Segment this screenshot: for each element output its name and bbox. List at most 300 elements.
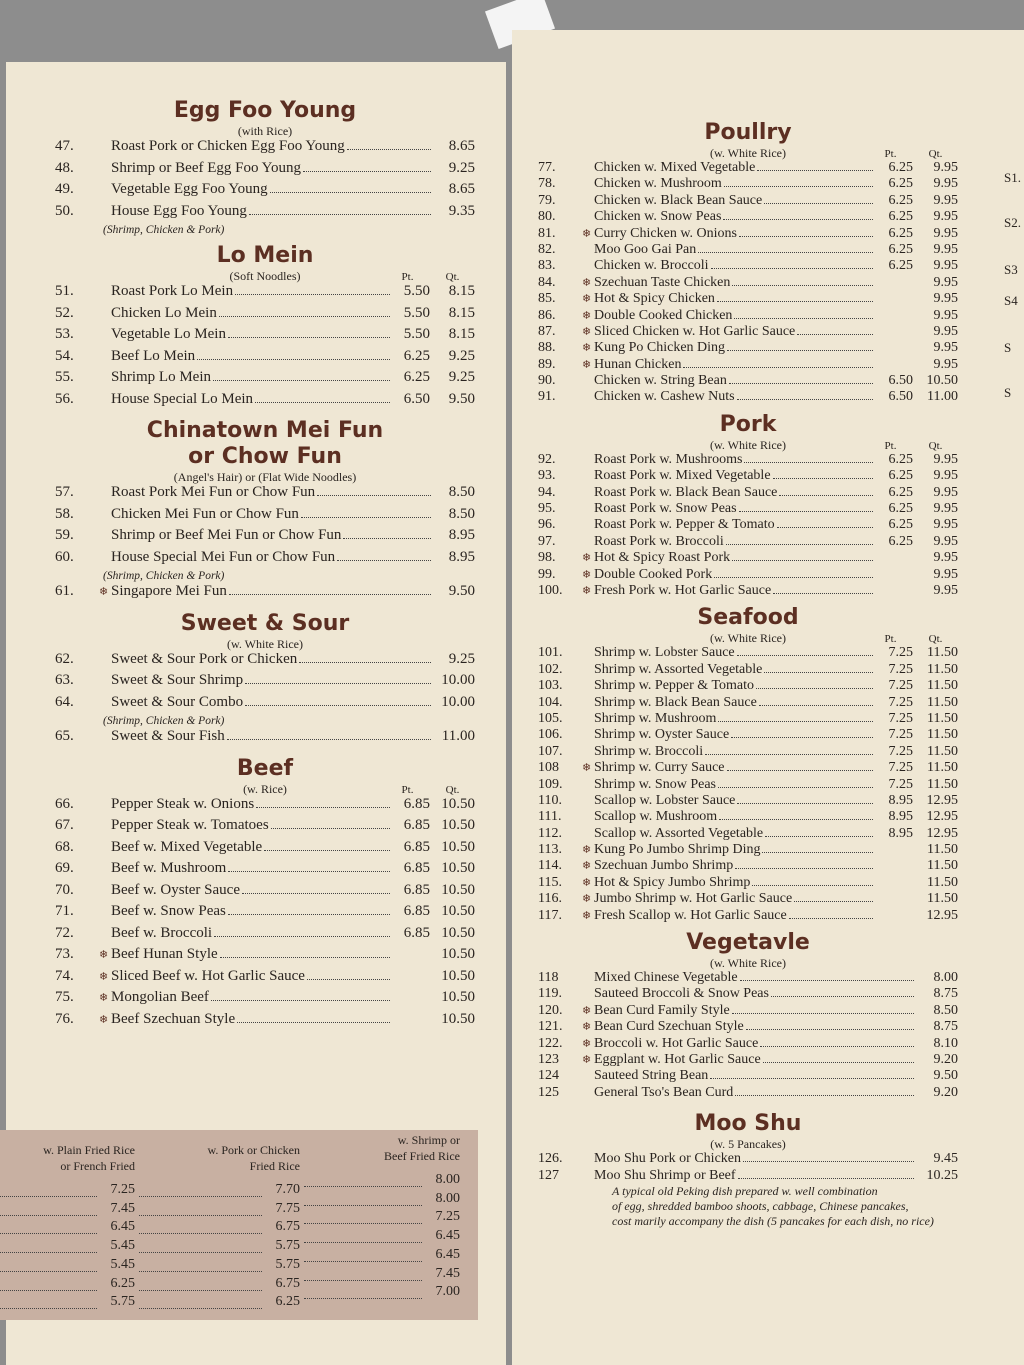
quart-price: 9.95: [933, 340, 958, 356]
dot-leader: [760, 1046, 914, 1047]
dish-description: of egg, shredded bamboo shoots, cabbage, Chinese pancakes,: [612, 1198, 909, 1213]
quart-price: 8.15: [448, 304, 475, 321]
menu-item: [538, 226, 958, 242]
menu-section: Seafood (w. White Rice) Pt. Qt. 101. Shrimp w. Lobster Sauce 7.25 11.50 102. Shrimp w. Assorted Vegetable 7.25 11.50 103. Shrimp w. Pepper & Tomato 7.25 11.50 104. Shrimp w. Black Bean Sauce 7.25 11.50 105. Shrimp w. Mushroom 7.25 11.50 106. Shrimp w. Oyster Sauce 7.25 11.50 107. Shrimp w. Broccoli 7.25 11.50 108 ❄ Shrimp w. Curry Sauce 7.25 11.50 109. Shrimp w. Snow Peas 7.25 11.50 110. Scallop w. Lobster Sauce 8.95 12.95 111. Scallop w. Mushroom 8.95 12.95 112. Scallop w. Assorted Vegetable 8.95 12.95 113. ❄ Kung Po Jumbo Shrimp Ding 11.50 114. ❄ Szechuan Jumbo Shrimp 11.50 115. ❄ Hot & Spicy Jumbo Shrimp 11.50 116. ❄ Jumbo Shrimp w. Hot Garlic Sauce 11.50 117. ❄ Fresh Scallop w. Hot Garlic Sauce 12.95: [538, 605, 958, 923]
quart-price: 9.95: [933, 241, 958, 257]
dot-leader: [732, 285, 873, 286]
item-name: Roast Pork Mei Fun or Chow Fun: [111, 484, 316, 500]
menu-item: [538, 308, 958, 324]
dot-leader: [763, 1062, 914, 1063]
quart-price: 10.50: [441, 1010, 475, 1027]
item-number: 65.: [55, 728, 74, 744]
right-menu-column: [538, 120, 958, 1235]
combo-price: 7.25: [110, 1182, 135, 1197]
dot-leader: [726, 544, 873, 545]
item-name: Shrimp w. Snow Peas: [594, 776, 716, 792]
hot-spicy-pepper-icon: ❄: [582, 276, 592, 289]
item-number: 115.: [538, 874, 562, 890]
menu-item: [55, 348, 475, 370]
quart-price: 11.50: [927, 678, 958, 694]
quart-price: 11.50: [927, 743, 958, 759]
dot-leader: [797, 334, 873, 335]
dot-leader: [0, 1196, 97, 1197]
pint-price: 8.95: [888, 809, 913, 825]
dot-leader: [249, 214, 431, 215]
item-name: Roast Pork or Chicken Egg Foo Young: [111, 138, 345, 154]
quart-price: 10.50: [441, 881, 475, 898]
pint-price: 6.85: [403, 860, 430, 876]
quart-price: 11.50: [927, 727, 958, 743]
section-title: Beef: [236, 755, 294, 781]
item-name: Sauteed String Bean: [594, 1068, 709, 1084]
item-name: Beef w. Mixed Vegetable: [111, 838, 263, 855]
item-name: Shrimp Lo Mein: [111, 369, 211, 385]
dot-leader: [0, 1233, 97, 1234]
item-name: Moo Shu Pork or Chicken: [594, 1151, 741, 1167]
pint-price: 7.25: [888, 694, 913, 710]
item-price: 8.65: [448, 181, 475, 197]
item-name: Shrimp w. Lobster Sauce: [594, 645, 735, 661]
item-name: Fresh Pork w. Hot Garlic Sauce: [594, 582, 772, 598]
menu-item: [55, 968, 475, 990]
dot-leader: [255, 402, 390, 403]
pint-price: 6.85: [403, 881, 430, 898]
fried-rice-price-box: [0, 1130, 478, 1320]
edge-label: S: [1004, 340, 1012, 355]
item-number: 59.: [55, 527, 74, 543]
item-number: 107.: [538, 743, 563, 759]
item-price: 10.25: [926, 1167, 958, 1183]
dot-leader: [737, 655, 873, 656]
menu-item: [55, 369, 475, 391]
dot-leader: [779, 495, 873, 496]
quart-price: 11.50: [927, 776, 958, 792]
combo-price: 7.00: [435, 1284, 460, 1300]
item-number: 56.: [55, 390, 74, 407]
item-name: Hot & Spicy Roast Pork: [594, 550, 731, 566]
quart-price: 10.50: [441, 946, 475, 962]
menu-item: [55, 694, 475, 716]
menu-item: [538, 1168, 958, 1184]
hot-spicy-pepper-icon: ❄: [582, 860, 592, 873]
item-name: Sweet & Sour Shrimp: [111, 672, 244, 688]
item-name: Sweet & Sour Pork or Chicken: [111, 650, 298, 667]
pint-price: 7.25: [888, 710, 913, 726]
item-number: 62.: [55, 650, 74, 667]
pint-price: 8.95: [888, 825, 913, 841]
dot-leader: [752, 885, 873, 886]
item-number: 105.: [538, 710, 563, 726]
menu-item: [55, 651, 475, 673]
item-number: 101.: [538, 645, 563, 661]
item-name: Roast Pork w. Pepper & Tomato: [594, 517, 775, 533]
section-subtitle: (w. White Rice): [227, 636, 303, 651]
menu-item: [55, 817, 475, 839]
dot-leader: [139, 1308, 262, 1309]
dot-leader: [719, 819, 873, 820]
item-number: 104.: [538, 694, 563, 710]
dot-leader: [762, 852, 873, 853]
dot-leader: [727, 350, 873, 351]
item-number: 124: [538, 1068, 559, 1084]
menu-item: [55, 181, 475, 203]
menu-item: [55, 283, 475, 305]
item-name: House Special Mei Fun or Chow Fun: [111, 548, 336, 565]
dot-leader: [717, 301, 873, 302]
item-name: Scallop w. Assorted Vegetable: [594, 825, 764, 841]
menu-section: [538, 930, 958, 1101]
dot-leader: [139, 1215, 262, 1216]
item-number: 91.: [538, 389, 556, 405]
combo-price: 5.75: [275, 1238, 300, 1254]
menu-section: [538, 1111, 958, 1229]
dot-leader: [0, 1271, 97, 1272]
pint-price: 6.25: [888, 517, 913, 533]
quart-price: 12.95: [926, 792, 958, 808]
dot-leader: [301, 517, 431, 518]
dot-leader: [256, 807, 390, 808]
menu-item: [538, 160, 958, 176]
item-price: 9.20: [933, 1084, 958, 1100]
quart-price: 9.25: [448, 347, 475, 364]
item-number: 84.: [538, 274, 556, 290]
quart-price: 9.95: [933, 501, 958, 517]
item-name: Jumbo Shrimp w. Hot Garlic Sauce: [594, 891, 793, 907]
item-name: Chicken w. Cashew Nuts: [594, 389, 735, 405]
dot-leader: [714, 577, 873, 578]
hot-spicy-pepper-icon: ❄: [582, 358, 592, 371]
item-number: 88.: [538, 340, 556, 356]
dot-leader: [777, 527, 873, 528]
item-name: Hunan Chicken: [594, 356, 682, 372]
menu-item: [538, 373, 958, 389]
dot-leader: [299, 662, 431, 663]
dot-leader: [220, 957, 390, 958]
hot-spicy-pepper-icon: ❄: [582, 762, 592, 775]
pint-price: 6.25: [888, 225, 913, 241]
item-name: Shrimp w. Oyster Sauce: [594, 727, 730, 743]
item-name: House Special Lo Mein: [111, 390, 254, 407]
item-number: 118: [538, 970, 559, 986]
dot-leader: [245, 705, 431, 706]
section-subtitle: (with Rice): [237, 124, 293, 138]
menu-item: [538, 275, 958, 291]
menu-item: [538, 891, 958, 907]
hot-spicy-pepper-icon: ❄: [99, 586, 109, 598]
item-number: 100.: [538, 582, 563, 598]
combo-price: 6.45: [110, 1219, 135, 1235]
menu-item: [538, 858, 958, 874]
item-name: Beef w. Mushroom: [111, 860, 227, 876]
quart-price: 11.50: [927, 710, 958, 726]
menu-item: [55, 527, 475, 549]
section-subtitle: (w. White Rice): [710, 437, 786, 452]
hot-spicy-pepper-icon: ❄: [99, 949, 109, 961]
dot-leader: [304, 1186, 422, 1187]
quart-price: 12.95: [926, 825, 958, 841]
item-number: 63.: [55, 672, 74, 688]
item-number: 113.: [538, 842, 562, 858]
item-price: 10.00: [441, 693, 475, 710]
item-price: 8.75: [933, 986, 958, 1002]
dot-leader: [139, 1252, 262, 1253]
menu-item: [538, 340, 958, 356]
item-number: 64.: [55, 693, 74, 710]
dot-leader: [734, 318, 873, 319]
item-number: 81.: [538, 225, 556, 241]
item-number: 110.: [538, 792, 562, 808]
menu-item: [538, 324, 958, 340]
dot-leader: [304, 1223, 422, 1224]
item-number: 89.: [538, 356, 556, 372]
item-number: 73.: [55, 946, 74, 962]
item-name: Chicken w. Black Bean Sauce: [594, 192, 763, 208]
section-subtitle: (w. White Rice): [710, 146, 786, 160]
pint-price: 7.25: [888, 743, 913, 759]
dot-leader: [227, 739, 431, 740]
menu-item: [538, 517, 958, 533]
quart-price: 9.95: [933, 550, 958, 566]
combo-price: 6.45: [435, 1228, 460, 1244]
menu-item: [538, 970, 958, 986]
item-number: 75.: [55, 989, 74, 1005]
item-name: Shrimp w. Mushroom: [594, 710, 717, 726]
menu-item: [538, 1036, 958, 1052]
item-name: Mixed Chinese Vegetable: [594, 970, 738, 986]
dot-leader: [139, 1271, 262, 1272]
dot-leader: [0, 1290, 97, 1291]
dot-leader: [743, 1161, 914, 1162]
quart-price: 9.95: [933, 356, 958, 372]
pint-price: 6.25: [888, 451, 913, 467]
dot-leader: [737, 803, 873, 804]
section-title: Chinatown Mei Fun: [146, 418, 384, 443]
section-subtitle: (w. 5 Pancakes): [710, 1137, 786, 1152]
item-number: 92.: [538, 451, 556, 467]
item-number: 85.: [538, 291, 556, 307]
quart-price: 10.50: [441, 817, 475, 833]
dot-leader: [304, 1242, 422, 1243]
hot-spicy-pepper-icon: ❄: [582, 1037, 592, 1050]
menu-item: [55, 882, 475, 904]
dot-leader: [738, 1178, 914, 1179]
item-price: 9.35: [448, 202, 475, 219]
item-name: Pepper Steak w. Onions: [111, 795, 255, 812]
item-name: Moo Goo Gai Pan: [594, 241, 697, 257]
dot-leader: [304, 1298, 422, 1299]
menu-item: [538, 875, 958, 891]
dot-leader: [304, 1261, 422, 1262]
dot-leader: [764, 203, 873, 204]
menu-section: [55, 98, 475, 237]
item-number: 117.: [538, 907, 562, 923]
menu-section: [55, 418, 475, 605]
item-number: 102.: [538, 661, 563, 677]
dot-leader: [729, 383, 873, 384]
menu-item: [538, 389, 958, 405]
quart-price: 9.95: [933, 291, 958, 307]
pint-price: 6.85: [403, 838, 430, 855]
edge-label: S1.: [1004, 170, 1021, 185]
hot-spicy-pepper-icon: ❄: [582, 909, 592, 922]
item-number: 57.: [55, 484, 74, 500]
hot-spicy-pepper-icon: ❄: [582, 844, 592, 857]
dot-leader: [347, 149, 431, 150]
item-number: 66.: [55, 795, 74, 812]
pint-price: 6.50: [888, 389, 913, 405]
quart-price: 9.95: [933, 307, 958, 323]
menu-item: [538, 777, 958, 793]
item-price: 8.95: [448, 527, 475, 543]
pint-price: 6.25: [888, 484, 913, 500]
item-number: 72.: [55, 924, 74, 941]
header-line: or French Fried: [60, 1159, 135, 1173]
combo-price: 5.45: [110, 1256, 135, 1272]
dot-leader: [705, 754, 873, 755]
item-number: 74.: [55, 967, 74, 984]
item-number: 71.: [55, 903, 74, 919]
item-name: Scallop w. Mushroom: [594, 809, 718, 825]
menu-item: [538, 678, 958, 694]
dot-leader: [683, 367, 873, 368]
column-header: [207, 1142, 300, 1174]
dot-leader: [732, 1013, 914, 1014]
combo-price: 6.45: [435, 1246, 460, 1262]
item-number: 77.: [538, 160, 556, 175]
item-name: Roast Pork w. Black Bean Sauce: [594, 484, 778, 500]
dot-leader: [229, 594, 431, 595]
section-title: Lo Mein: [216, 243, 314, 268]
section-title: Egg Foo Young: [173, 98, 357, 123]
item-name: Szechuan Jumbo Shrimp: [594, 858, 734, 874]
dot-leader: [304, 1280, 422, 1281]
left-menu-column: [55, 98, 475, 1038]
item-price: 8.50: [448, 484, 475, 500]
item-number: 82.: [538, 241, 556, 257]
dot-leader: [735, 868, 873, 869]
item-name: Pepper Steak w. Tomatoes: [111, 817, 269, 833]
combo-price: 6.25: [110, 1275, 135, 1291]
pint-price: 6.25: [888, 468, 913, 484]
item-number: 48.: [55, 159, 74, 176]
dot-leader: [732, 560, 873, 561]
header-line: w. Pork or Chicken: [207, 1143, 300, 1157]
quart-price: 9.95: [933, 258, 958, 274]
quart-price: 9.95: [933, 533, 958, 549]
dot-leader: [270, 192, 431, 193]
dot-leader: [723, 219, 873, 220]
pint-price: 6.25: [888, 176, 913, 192]
item-number: 98.: [538, 550, 556, 566]
dot-leader: [744, 462, 873, 463]
pint-price: 7.25: [888, 760, 913, 776]
item-name: Szechuan Taste Chicken: [594, 274, 731, 290]
dot-leader: [245, 683, 431, 684]
quart-price: 10.50: [441, 860, 475, 876]
item-number: 126.: [538, 1151, 563, 1167]
quart-price: 8.15: [448, 326, 475, 342]
quart-price: 11.50: [927, 661, 958, 677]
dot-leader: [139, 1290, 262, 1291]
quart-price: 9.25: [448, 369, 475, 385]
item-number: 49.: [55, 181, 74, 197]
menu-item: [538, 842, 958, 858]
section-title: Moo Shu: [694, 1111, 802, 1137]
menu-item: [538, 209, 958, 225]
item-number: 119.: [538, 986, 562, 1002]
hot-spicy-pepper-icon: ❄: [99, 1013, 109, 1026]
dot-leader: [773, 593, 873, 594]
hot-spicy-pepper-icon: ❄: [582, 227, 592, 240]
menu-item: [55, 391, 475, 413]
item-name: Beef Lo Mein: [111, 347, 196, 364]
menu-item: [538, 485, 958, 501]
pint-price: 6.25: [888, 241, 913, 257]
item-name: Roast Pork w. Mixed Vegetable: [594, 468, 771, 484]
section-title: Seafood: [697, 605, 799, 631]
quart-price: 11.50: [927, 645, 958, 661]
menu-item: [538, 986, 958, 1002]
menu-item: [55, 326, 475, 348]
dot-leader: [718, 787, 873, 788]
hot-spicy-pepper-icon: ❄: [582, 1053, 592, 1066]
item-number: 51.: [55, 283, 74, 299]
item-price: 8.50: [448, 505, 475, 522]
item-name: Vegetable Egg Foo Young: [111, 181, 268, 197]
item-name: Bean Curd Family Style: [594, 1002, 730, 1018]
item-name: Roast Pork w. Mushrooms: [594, 451, 743, 467]
quart-price: 9.95: [933, 484, 958, 500]
dot-leader: [757, 170, 873, 171]
quart-price: 9.95: [933, 274, 958, 290]
item-number: 114.: [538, 858, 562, 874]
combo-price: 7.75: [275, 1200, 300, 1216]
combo-price: 5.45: [110, 1238, 135, 1254]
menu-item: [538, 258, 958, 274]
menu-item: [55, 860, 475, 882]
item-name: Beef w. Snow Peas: [111, 903, 226, 919]
hot-spicy-pepper-icon: ❄: [582, 325, 592, 338]
section-subtitle: (w. White Rice): [710, 631, 786, 646]
section-title: Sweet & Sour: [180, 610, 350, 636]
dot-leader: [317, 495, 431, 496]
menu-item: [538, 176, 958, 192]
dot-leader: [343, 538, 431, 539]
menu-item: [55, 796, 475, 818]
item-price: 8.95: [448, 548, 475, 565]
item-name: Beef Hunan Style: [111, 946, 218, 962]
item-name: Double Cooked Pork: [594, 566, 713, 582]
menu-item: [538, 695, 958, 711]
menu-item: [538, 1019, 958, 1035]
item-price: 9.50: [933, 1068, 958, 1084]
menu-item: [55, 305, 475, 327]
pint-price: 7.25: [888, 645, 913, 661]
item-name: Beef w. Broccoli: [111, 924, 213, 941]
item-number: 80.: [538, 209, 556, 225]
dot-leader: [794, 901, 873, 902]
menu-item: [55, 672, 475, 694]
menu-item: [538, 242, 958, 258]
quart-price: 10.50: [441, 903, 475, 919]
item-name: Broccoli w. Hot Garlic Sauce: [594, 1035, 759, 1051]
dish-description: A typical old Peking dish prepared w. well combination: [612, 1183, 878, 1198]
item-name: General Tso's Bean Curd: [594, 1084, 734, 1100]
menu-item: [538, 809, 958, 825]
quart-price: 10.50: [441, 989, 475, 1005]
menu-item: [55, 484, 475, 506]
dot-leader: [710, 1078, 914, 1079]
